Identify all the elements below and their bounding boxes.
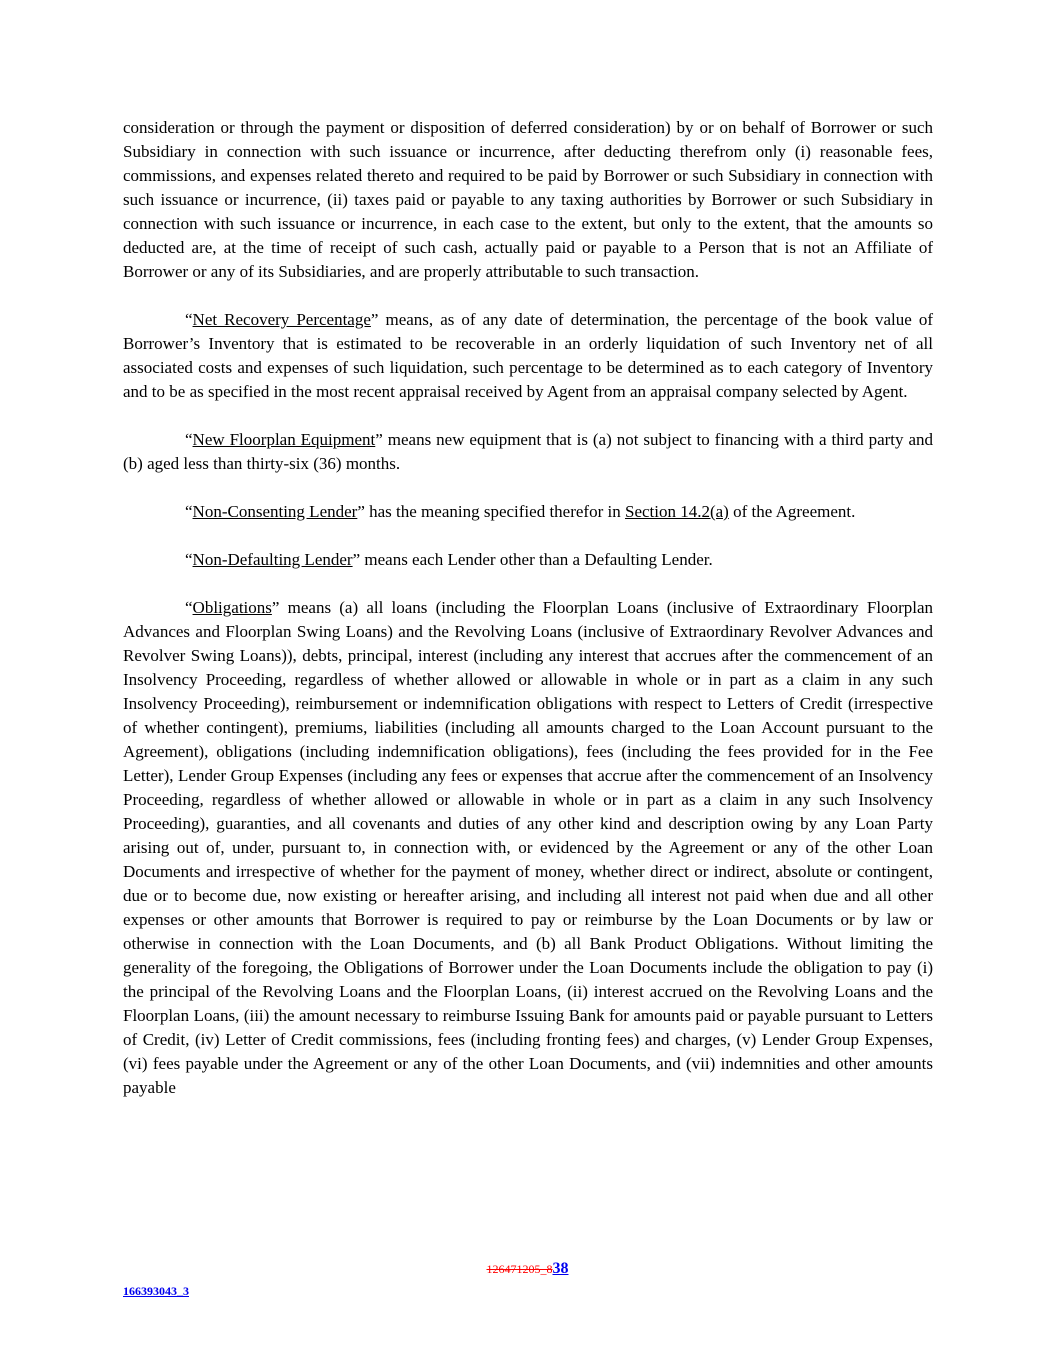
text-segment: ” means each Lender other than a Defaulting Lender. bbox=[352, 550, 713, 569]
paragraph bbox=[123, 428, 933, 476]
text-segment: ” has the meaning specified therefor in bbox=[357, 502, 625, 521]
paragraph bbox=[123, 596, 933, 1100]
document-body bbox=[123, 116, 933, 1124]
paragraph bbox=[123, 308, 933, 404]
defined-term: Obligations bbox=[192, 598, 272, 617]
text-segment: “ bbox=[185, 430, 193, 449]
text-segment: of the Agreement. bbox=[728, 502, 856, 521]
text-segment: ” means, as of any date of determination, the percentage of the book value of Borrower’s Inventory that is estimated to be recoverable in an orderly liquidation of such Inventory net of all associated costs and expenses of such liquidation, such percentage to be determined as to each category of Inventory and to be as specified in the most recent appraisal received by Agent from an appraisal company selected by Agent. bbox=[123, 310, 934, 401]
text-segment: “ bbox=[185, 310, 193, 329]
text-segment: “ bbox=[185, 502, 193, 521]
defined-term: New Floorplan Equipment bbox=[192, 430, 376, 449]
text-segment: “ bbox=[185, 550, 193, 569]
section-reference: Section 14.2(a) bbox=[624, 502, 729, 521]
defined-term: Net Recovery Percentage bbox=[192, 310, 371, 329]
paragraph bbox=[123, 116, 933, 284]
text-segment: ” means (a) all loans (including the Floorplan Loans (inclusive of Extraordinary Floorplan Advances and Floorplan Swing Loans) and the Revolving Loans (inclusive of Extraordinary Revolver Advances and Revolver Swing Loans)), debts, principal, interest (including any interest that accrues after the commencement of an Insolvency Proceeding, regardless of whether allowed or allowable in whole or in part as a claim in any such Insolvency Proceeding), reimbursement or indemnification obligations with respect to Letters of Credit (irrespective of whether contingent), premiums, liabilities (including all amounts charged to the Loan Account pursuant to the Agreement), obligations (including indemnification obligations), fees (including the fees provided for in the Fee Letter), Lender Group Expenses (including any fees or expenses that accrue after the commencement of an Insolvency Proceeding, regardless of whether allowed or allowable in whole or in part as a claim in any such Insolvency Proceeding), guaranties, and all covenants and duties of any other kind and description owing by any Loan Party arising out of, under, pursuant to, in connection with, or evidenced by the Agreement or any of the other Loan Documents and irrespective of whether for the payment of money, whether direct or indirect, absolute or contingent, due or to become due, now existing or hereafter arising, and including all interest not paid when due and all other expenses or other amounts that Borrower is required to pay or reimburse by the Loan Documents or by law or otherwise in connection with the Loan Documents, and (b) all Bank Product Obligations. Without limiting the generality of the foregoing, the Obligations of Borrower under the Loan Documents include the obligation to pay (i) the principal of the Revolving Loans and the Floorplan Loans, (ii) interest accrued on the Revolving Loans and the Floorplan Loans, (iii) the amount necessary to reimburse Issuing Bank for amounts paid or payable pursuant to Letters of Credit, (iv) Letter of Credit commissions, fees (including fronting fees) and charges, (v) Lender Group Expenses, (vi) fees payable under the Agreement or any of the other Loan Documents, and (vii) indemnities and other amounts payable bbox=[123, 598, 933, 1097]
page-number-link[interactable]: 38 bbox=[552, 1260, 569, 1277]
paragraph bbox=[123, 500, 933, 524]
paragraph bbox=[123, 548, 933, 572]
old-doc-number-strikethrough: 126471205_8 bbox=[486, 1262, 553, 1276]
text-segment: “ bbox=[185, 598, 193, 617]
defined-term: Non-Defaulting Lender bbox=[192, 550, 353, 569]
page-footer bbox=[0, 1260, 1055, 1278]
defined-term: Non-Consenting Lender bbox=[192, 502, 358, 521]
text-segment: consideration or through the payment or disposition of deferred consideration) by or on behalf of Borrower or such Subsidiary in connection with such issuance or incurrence, after deducting therefrom only (i) reasonable fees, commissions, and expenses related thereto and required to be paid by Borrower or such Subsidiary in connection with such issuance or incurrence, (ii) taxes paid or payable to any taxing authorities by Borrower or such Subsidiary in connection with such issuance or incurrence, in each case to the extent, but only to the extent, that the amounts so deducted are, at the time of receipt of such cash, actually paid or payable to a Person that is not an Affiliate of Borrower or any of its Subsidiaries, and are properly attributable to such transaction. bbox=[123, 118, 933, 281]
doc-id-link[interactable]: 166393043_3 bbox=[123, 1284, 189, 1298]
text-segment: ” means new equipment that is (a) not subject to financing with a third party and (b) aged less than thirty-six (36) months. bbox=[123, 430, 933, 473]
